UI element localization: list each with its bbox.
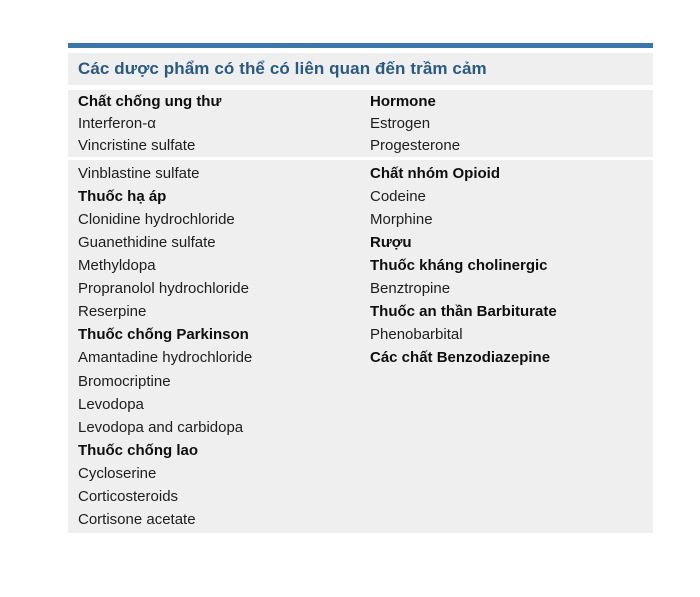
- drug-item: Guanethidine sulfate: [78, 234, 216, 252]
- drug-item: Levodopa: [78, 395, 144, 413]
- drug-category-label: Hormone: [370, 93, 436, 111]
- column-left-group-2: [68, 162, 370, 531]
- drug-category-label: Thuốc hạ áp: [78, 188, 167, 206]
- drug-category-label: Thuốc chống lao: [78, 441, 198, 459]
- drug-category-label: Thuốc an thần Barbiturate: [370, 303, 557, 321]
- column-right-group-1: [370, 91, 653, 156]
- table-title-row: [68, 53, 653, 85]
- drug-item: Levodopa and carbidopa: [78, 418, 244, 436]
- drug-item: Estrogen: [370, 115, 431, 133]
- top-accent-line: [68, 43, 653, 48]
- drug-item: Cycloserine: [78, 464, 157, 482]
- drug-item: Propranolol hydrochloride: [78, 280, 249, 298]
- drug-item: Phenobarbital: [370, 326, 463, 344]
- drug-item: Progesterone: [370, 136, 461, 154]
- table-title: Các dược phẩm có thể có liên quan đến trầm cảm: [78, 59, 487, 78]
- drug-item: Clonidine hydrochloride: [78, 211, 235, 229]
- medications-table: [68, 43, 653, 533]
- table-row-group-1: [68, 90, 653, 157]
- drug-category-label: Chất chống ung thư: [78, 93, 222, 111]
- drug-item: Vincristine sulfate: [78, 136, 196, 154]
- table-row-group-2: [68, 160, 653, 533]
- drug-item: Morphine: [370, 211, 433, 229]
- drug-category-label: Rượu: [370, 234, 412, 252]
- drug-item: Methyldopa: [78, 257, 156, 275]
- drug-item: Interferon-α: [78, 115, 156, 133]
- drug-category-label: Chất nhóm Opioid: [370, 165, 500, 183]
- drug-category-label: Các chất Benzodiazepine: [370, 349, 551, 367]
- column-left-group-1: [68, 91, 370, 156]
- drug-category-label: Thuốc kháng cholinergic: [370, 257, 548, 275]
- drug-item: Bromocriptine: [78, 372, 171, 390]
- column-right-group-2: [370, 162, 653, 531]
- drug-item: Reserpine: [78, 303, 147, 321]
- drug-item: Codeine: [370, 188, 426, 206]
- drug-item: Corticosteroids: [78, 487, 179, 505]
- drug-category-label: Thuốc chống Parkinson: [78, 326, 249, 344]
- drug-item: Vinblastine sulfate: [78, 165, 200, 183]
- drug-item: Amantadine hydrochloride: [78, 349, 253, 367]
- drug-item: Cortisone acetate: [78, 510, 196, 528]
- drug-item: Benztropine: [370, 280, 451, 298]
